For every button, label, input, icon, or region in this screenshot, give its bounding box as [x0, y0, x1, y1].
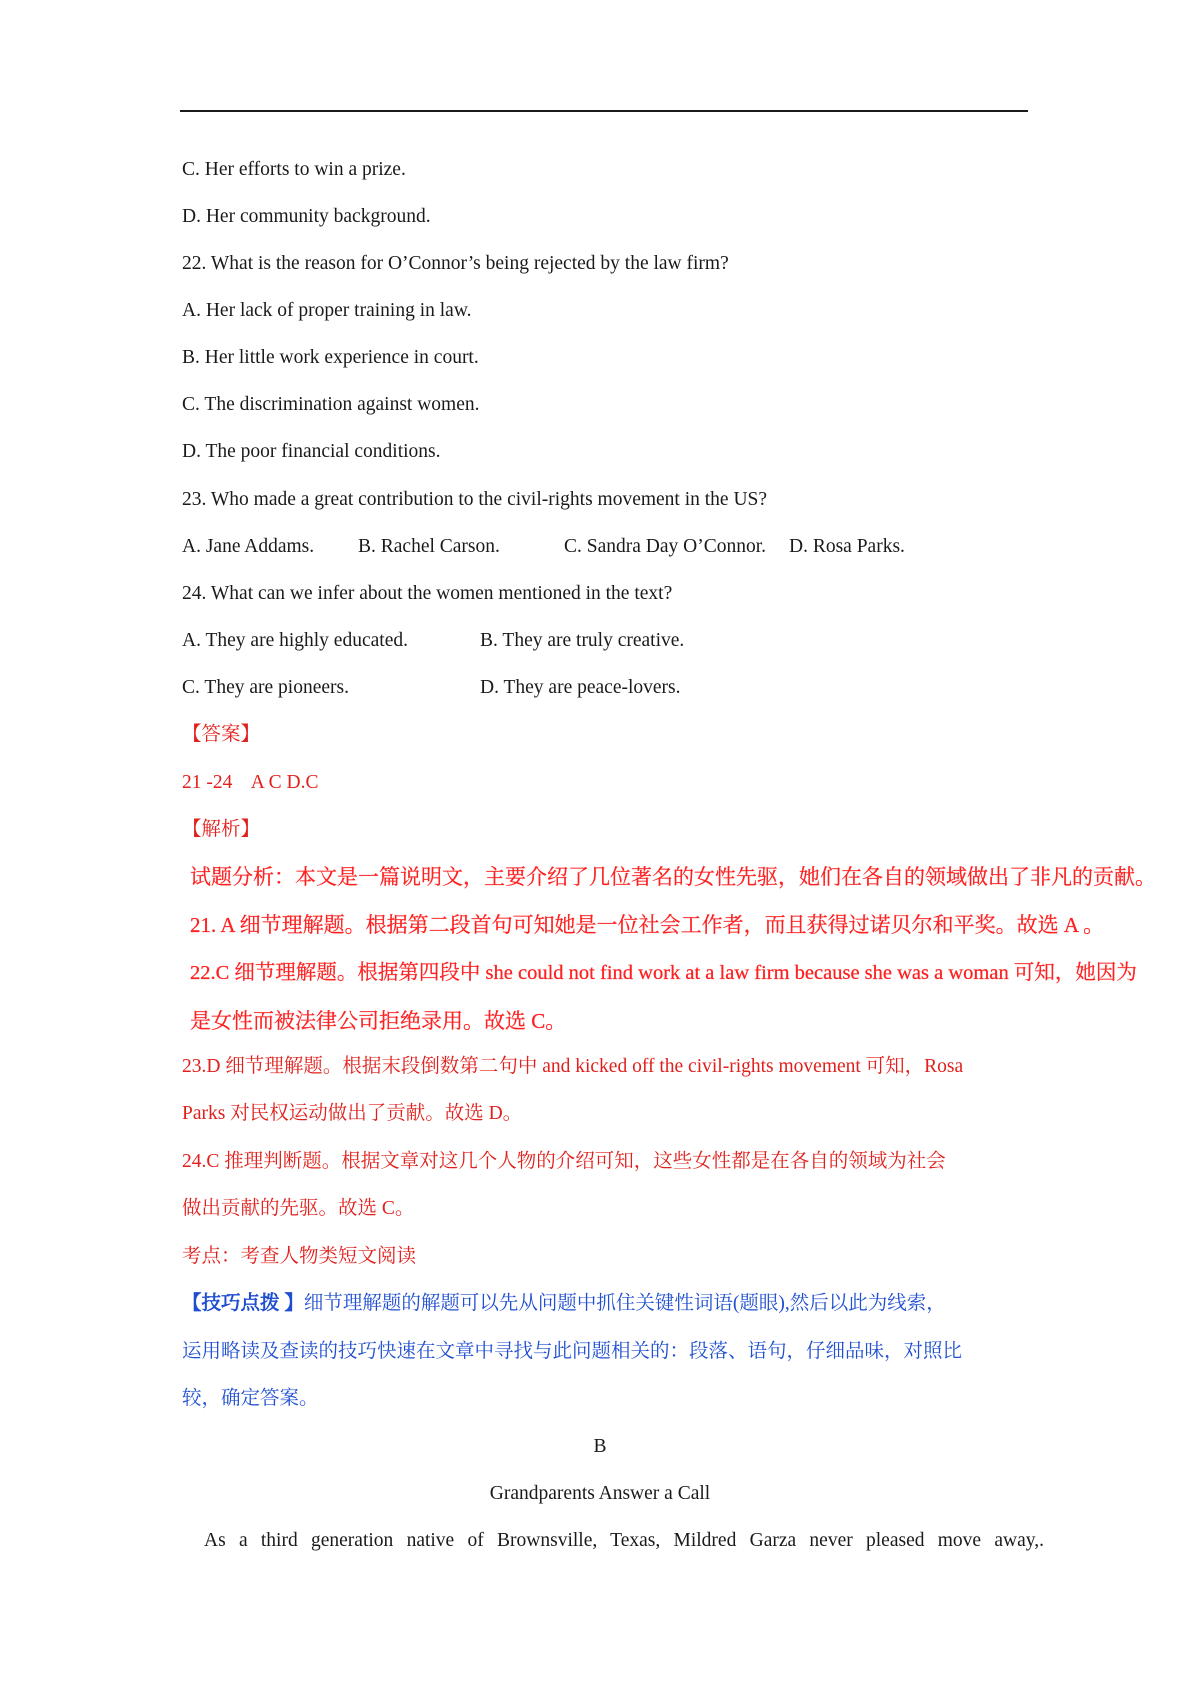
tip-line3: 较，确定答案。: [182, 1388, 319, 1409]
q22-option-b: B. Her little work experience in court.: [182, 347, 479, 368]
q24-option-d: D. They are peace-lovers.: [480, 677, 681, 698]
tip-heading: 【技巧点拨 】: [182, 1293, 304, 1314]
q22-question: 22. What is the reason for O’Connor’s being rejected by the law firm?: [182, 253, 729, 274]
analysis-summary: 试题分析：本文是一篇说明文，主要介绍了几位著名的女性先驱，她们在各自的领域做出了非凡的贡献。: [190, 865, 1156, 889]
analysis-q23-line2: Parks 对民权运动做出了贡献。故选 D。: [182, 1103, 523, 1124]
tip-line1: 细节理解题的解题可以先从问题中抓住关键性词语(题眼),然后以此为线索，: [303, 1293, 946, 1314]
analysis-q22-line1: 22.C 细节理解题。根据第四段中 she could not find work at a law firm because she was a woman 可知，她因为: [190, 962, 1137, 984]
section-b-title: Grandparents Answer a Call: [489, 1483, 711, 1504]
q23-option-a: A. Jane Addams.: [182, 536, 315, 557]
q24-option-c: C. They are pioneers.: [182, 677, 349, 698]
header-rule: [180, 110, 1028, 112]
q24-options-row-1: [182, 629, 882, 653]
q23-option-d: D. Rosa Parks.: [789, 536, 905, 557]
analysis-q23-line1: 23.D 细节理解题。根据末段倒数第二句中 and kicked off the civil-rights movement 可知，Rosa: [182, 1056, 964, 1077]
section-b-first-line: As a third generation native of Brownsville, Texas, Mildred Garza never pleased move away,.: [204, 1530, 1044, 1551]
q22-option-c: C. The discrimination against women.: [182, 394, 480, 415]
answer-value: 21 -24 A C D.C: [182, 772, 319, 793]
q23-option-b: B. Rachel Carson.: [358, 536, 500, 557]
analysis-kaodian: 考点：考查人物类短文阅读: [182, 1246, 417, 1267]
q23-option-c: C. Sandra Day O’Connor.: [564, 536, 767, 557]
analysis-heading: 【解析】: [182, 819, 261, 840]
q22-option-a: A. Her lack of proper training in law.: [182, 300, 472, 321]
tip-line1-row: [182, 1292, 946, 1316]
q21-option-c: C. Her efforts to win a prize.: [182, 159, 406, 180]
q24-option-b: B. They are truly creative.: [480, 630, 685, 651]
q23-options-row: [182, 535, 1042, 559]
analysis-q21: 21. A 细节理解题。根据第二段首句可知她是一位社会工作者，而且获得过诺贝尔和平奖。故选 A 。: [190, 913, 1105, 937]
q22-option-d: D. The poor financial conditions.: [182, 441, 441, 462]
q23-question: 23. Who made a great contribution to the civil-rights movement in the US?: [182, 489, 768, 510]
tip-line2: 运用略读及查读的技巧快速在文章中寻找与此问题相关的：段落、语句，仔细品味，对照比: [182, 1341, 963, 1362]
q24-options-row-2: [182, 676, 882, 700]
q21-option-d: D. Her community background.: [182, 206, 431, 227]
answer-heading: 【答案】: [182, 724, 261, 745]
section-b-label: B: [593, 1436, 607, 1457]
analysis-q24-line1: 24.C 推理判断题。根据文章对这几个人物的介绍可知，这些女性都是在各自的领域为社会: [182, 1151, 946, 1172]
analysis-q22-line2: 是女性而被法律公司拒绝录用。故选 C。: [190, 1009, 567, 1033]
q24-option-a: A. They are highly educated.: [182, 630, 408, 651]
analysis-q24-line2: 做出贡献的先驱。故选 C。: [182, 1198, 415, 1219]
q24-question: 24. What can we infer about the women mentioned in the text?: [182, 583, 673, 604]
